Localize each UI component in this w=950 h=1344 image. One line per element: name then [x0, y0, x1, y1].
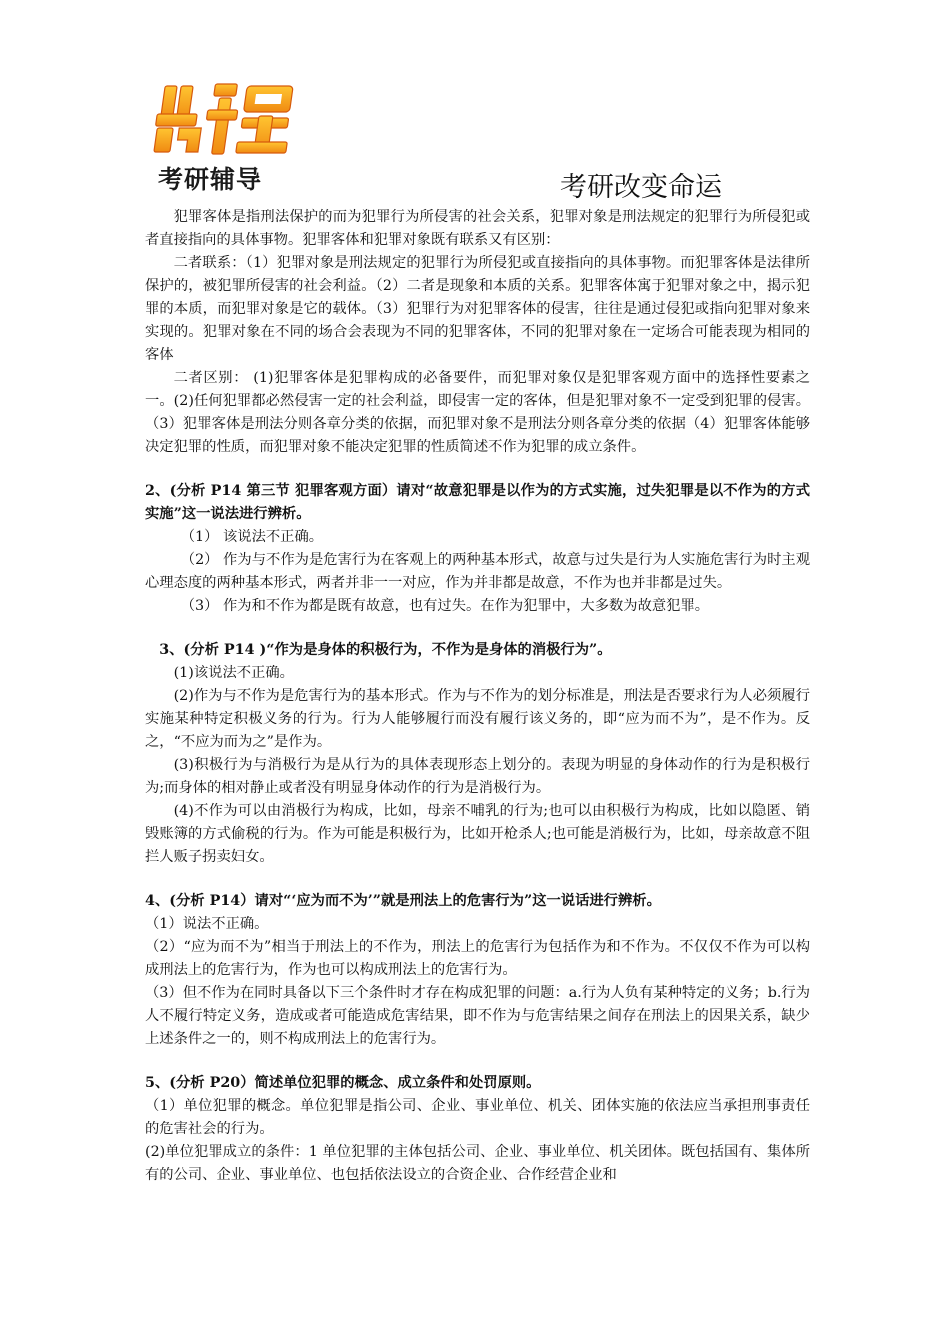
question-5-answer-1: （1）单位犯罪的概念。单位犯罪是指公司、企业、事业单位、机关、团体实施的依法应当承担刑事责任的危害社会的行为。: [145, 1098, 810, 1137]
question-4-answer-1: （1）说法不正确。: [145, 916, 269, 932]
question-5-title: 5、(分析 P20）简述单位犯罪的概念、成立条件和处罚原则。: [145, 1075, 541, 1091]
brand-logo: [148, 80, 308, 192]
intro-paragraph-2: 二者联系：（1）犯罪对象是刑法规定的犯罪行为所侵犯或直接指向的具体事物。而犯罪客体是法律所保护的，被犯罪所侵害的社会利益。（2）二者是现象和本质的关系。犯罪客体寓于犯罪对象之中，揭示犯罪的本质，而犯罪对象是它的载体。（3）犯罪行为对犯罪客体的侵害，往往是通过侵犯或指向犯罪对象来实现的。犯罪对象在不同的场合会表现为不同的犯罪客体，不同的犯罪对象在一定场合可能表现为相同的客体: [145, 255, 810, 363]
intro-paragraph-3: 二者区别： (1)犯罪客体是犯罪构成的必备要件，而犯罪对象仅是犯罪客观方面中的选择性要素之一。(2)任何犯罪都必然侵害一定的社会利益，即侵害一定的客体，但是犯罪对象不一定受到犯罪的侵害。（3）犯罪客体是刑法分则各章分类的依据，而犯罪对象不是刑法分则各章分类的依据（4）犯罪客体能够决定犯罪的性质，而犯罪对象不能决定犯罪的性质简述不作为犯罪的成立条件。: [145, 370, 810, 455]
question-3-title: 3、(分析 P14 )“作为是身体的积极行为，不作为是身体的消极行为”。: [159, 642, 612, 658]
question-2-answer-1: （1） 该说法不正确。: [180, 529, 324, 545]
question-3-answer-4: (4)不作为可以由消极行为构成，比如，母亲不哺乳的行为;也可以由积极行为构成，比如以隐匿、销毁账簿的方式偷税的行为。作为可能是积极行为，比如开枪杀人;也可能是消极行为，比如，母亲故意不阻拦人贩子拐卖妇女。: [145, 803, 810, 865]
logo-subtitle: 考研辅导: [158, 165, 263, 194]
question-5-answer-2: (2)单位犯罪成立的条件：1 单位犯罪的主体包括公司、企业、事业单位、机关团体。既包括国有、集体所有的公司、企业、事业单位、也包括依法设立的合资企业、合作经营企业和: [145, 1144, 810, 1183]
intro-paragraph-1: 犯罪客体是指刑法保护的而为犯罪行为所侵害的社会关系，犯罪对象是刑法规定的犯罪行为所侵犯或者直接指向的具体事物。犯罪客体和犯罪对象既有联系又有区别：: [145, 209, 810, 248]
question-2-answer-2: （2） 作为与不作为是危害行为在客观上的两种基本形式，故意与过失是行为人实施危害行为时主观心理态度的两种基本形式，两者并非一一对应，作为并非都是故意，不作为也并非都是过失。: [145, 552, 810, 591]
question-4-title: 4、(分析 P14）请对“‘应为而不为’”就是刑法上的危害行为”这一说话进行辨析。: [145, 893, 661, 909]
question-4-answer-3: （3）但不作为在同时具备以下三个条件时才存在构成犯罪的问题：a.行为人负有某种特定的义务；b.行为人不履行特定义务，造成或者可能造成危害结果，即不作为与危害结果之间存在刑法上的因果关系，缺少上述条件之一的，则不构成刑法上的危害行为。: [145, 985, 810, 1047]
question-2-title: 2、(分析 P14 第三节 犯罪客观方面）请对“故意犯罪是以作为的方式实施，过失犯罪是以不作为的方式实施”这一说法进行辨析。: [145, 483, 810, 522]
question-4-answer-2: （2）“应为而不为”相当于刑法上的不作为，刑法上的危害行为包括作为和不作为。不仅仅不作为可以构成刑法上的危害行为，作为也可以构成刑法上的危害行为。: [145, 939, 810, 978]
document-body: [145, 206, 810, 1187]
header-slogan: 考研改变命运: [560, 172, 722, 203]
kaicheng-logo-icon: [152, 80, 302, 156]
question-3-answer-1: (1)该说法不正确。: [173, 665, 294, 681]
question-3-answer-2: (2)作为与不作为是危害行为的基本形式。作为与不作为的划分标准是，刑法是否要求行为人必须履行实施某种特定积极义务的行为。行为人能够履行而没有履行该义务的，即“应为而不为”，是不作为。反之，“不应为而为之”是作为。: [145, 688, 810, 750]
question-3-answer-3: (3)积极行为与消极行为是从行为的具体表现形态上划分的。表现为明显的身体动作的行为是积极行为;而身体的相对静止或者没有明显身体动作的行为是消极行为。: [145, 757, 810, 796]
question-2-answer-3: （3） 作为和不作为都是既有故意，也有过失。在作为犯罪中，大多数为故意犯罪。: [180, 598, 710, 614]
